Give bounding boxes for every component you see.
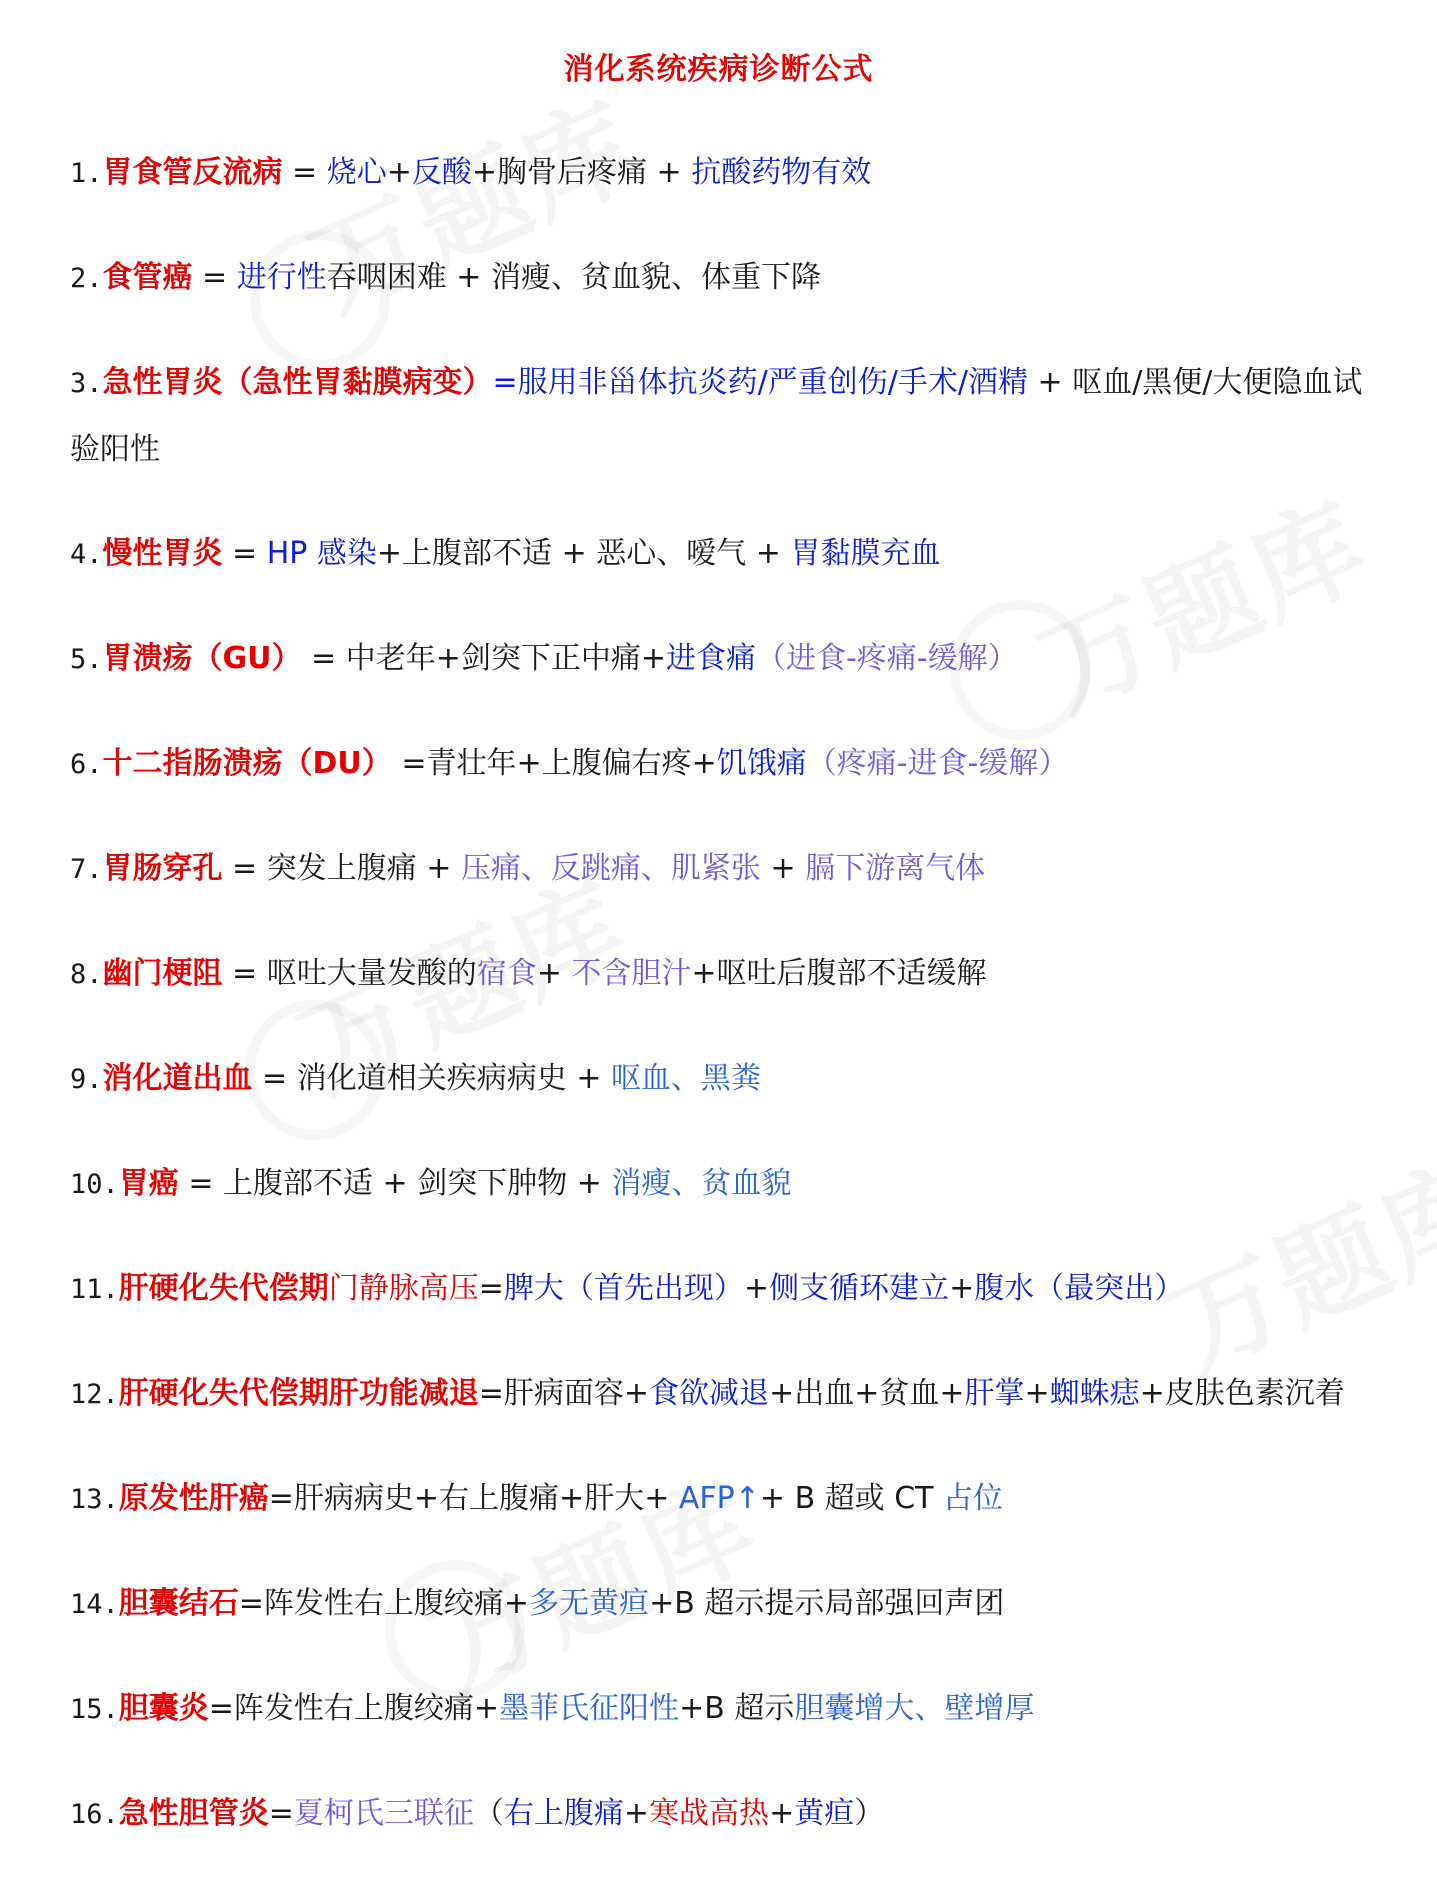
item-number: 13.: [70, 1484, 119, 1515]
item-number: 16.: [70, 1799, 119, 1830]
item-number: 14.: [70, 1589, 119, 1620]
formula-item: [70, 941, 1390, 1008]
formula-segment: （: [473, 1796, 504, 1831]
disease-name: 胃溃疡（GU）: [102, 641, 302, 676]
formula-segment: =肝病面容+: [478, 1376, 650, 1411]
formula-segment: 脾大（首先出现）: [503, 1271, 744, 1306]
formula-segment: + B 超或 CT: [759, 1481, 944, 1516]
item-number: 7.: [70, 854, 103, 885]
item-number: 4.: [70, 539, 103, 570]
formula-segment: =阵发性右上腹绞痛+: [238, 1586, 530, 1621]
disease-name: 胃食管反流病: [102, 155, 283, 190]
disease-name: 十二指肠溃疡（DU）: [102, 746, 392, 781]
formula-segment: 夏柯氏三联征: [293, 1796, 474, 1831]
item-number: 5.: [70, 644, 103, 675]
formula-segment: 宿食: [476, 956, 537, 991]
formula-segment: + 呕血/黑便/大便隐血试验阳性: [70, 365, 1363, 467]
disease-name: 原发性肝癌: [118, 1481, 269, 1516]
formula-segment: =服用非甾体抗炎药/严重创伤/手术/酒精: [492, 365, 1028, 400]
formula-segment: ）: [854, 1796, 885, 1831]
formula-item: [70, 1466, 1390, 1533]
formula-item: [70, 1781, 1390, 1848]
item-number: 15.: [70, 1694, 119, 1725]
formula-item: [70, 350, 1390, 483]
formula-segment: 饥饿痛: [716, 746, 807, 781]
formula-list: [70, 140, 1390, 1886]
formula-segment: +胸骨后疼痛 +: [471, 155, 692, 190]
disease-name: 肝硬化失代偿期肝功能减退: [118, 1376, 479, 1411]
disease-name: 胆囊结石: [118, 1586, 239, 1621]
formula-segment: = 中老年+剑突下正中痛+: [301, 641, 666, 676]
formula-item: [70, 1151, 1390, 1218]
formula-segment: =: [282, 155, 327, 190]
formula-segment: +上腹部不适 + 恶心、嗳气 +: [376, 536, 791, 571]
disease-name: 胃癌: [118, 1166, 179, 1201]
formula-segment: 呕血、黑粪: [610, 1061, 761, 1096]
formula-segment: +: [949, 1271, 975, 1306]
formula-segment: = 呕吐大量发酸的: [222, 956, 477, 991]
formula-item: [70, 1571, 1390, 1638]
formula-segment: HP 感染: [266, 536, 377, 571]
formula-segment: 侧支循环建立: [769, 1271, 950, 1306]
disease-name: 幽门梗阻: [102, 956, 223, 991]
item-number: 2.: [70, 263, 103, 294]
formula-segment: +: [1024, 1376, 1050, 1411]
formula-segment: 胆囊增大、壁增厚: [794, 1691, 1035, 1726]
formula-item: [70, 1676, 1390, 1743]
formula-segment: = 上腹部不适 + 剑突下肿物 +: [178, 1166, 612, 1201]
formula-segment: 进食痛: [665, 641, 756, 676]
formula-segment: =: [222, 536, 267, 571]
formula-segment: +呕吐后腹部不适缓解: [691, 956, 987, 991]
formula-segment: 寒战高热: [649, 1796, 770, 1831]
formula-item: [70, 626, 1390, 693]
formula-segment: 不含胆汁: [571, 956, 692, 991]
formula-segment: =肝病病史+右上腹痛+肝大+: [268, 1481, 679, 1516]
formula-segment: +: [536, 956, 572, 991]
formula-segment: 压痛、反跳痛、肌紧张: [460, 851, 761, 886]
formula-segment: 蜘蛛痣: [1049, 1376, 1140, 1411]
item-number: 6.: [70, 749, 103, 780]
disease-name: 食管癌: [102, 260, 193, 295]
formula-item: [70, 521, 1390, 588]
formula-segment: AFP↑: [678, 1481, 760, 1516]
formula-segment: 进行性: [236, 260, 327, 295]
formula-segment: +B 超示: [679, 1691, 795, 1726]
item-number: 8.: [70, 959, 103, 990]
formula-segment: 多无黄疸: [529, 1586, 650, 1621]
formula-segment: +皮肤色素沉着: [1139, 1376, 1345, 1411]
formula-segment: 腹水（最突出）: [974, 1271, 1185, 1306]
formula-segment: 占位: [943, 1481, 1004, 1516]
formula-segment: +: [769, 1796, 795, 1831]
disease-name: 慢性胃炎: [102, 536, 223, 571]
formula-segment: +: [386, 155, 412, 190]
formula-segment: +出血+贫血+: [769, 1376, 965, 1411]
page-title: 消化系统疾病诊断公式: [563, 52, 874, 87]
formula-segment: 胃黏膜充血: [790, 536, 941, 571]
item-number: 9.: [70, 1064, 103, 1095]
formula-segment: 烧心: [326, 155, 387, 190]
formula-item: [70, 1361, 1390, 1428]
item-number: 12.: [70, 1379, 119, 1410]
formula-segment: 墨菲氏征阳性: [499, 1691, 680, 1726]
formula-segment: =青壮年+上腹偏右疼+: [391, 746, 717, 781]
formula-segment: 膈下游离气体: [805, 851, 986, 886]
formula-item: [70, 140, 1390, 207]
formula-segment: 消瘦、贫血貌: [611, 1166, 792, 1201]
formula-item: [70, 245, 1390, 312]
formula-segment: +: [743, 1271, 770, 1306]
formula-item: [70, 731, 1390, 798]
item-number: 3.: [70, 368, 103, 399]
item-number: 1.: [70, 158, 103, 189]
formula-segment: = 消化道相关疾病病史 +: [252, 1061, 611, 1096]
item-number: 11.: [70, 1274, 119, 1305]
formula-segment: 肝掌: [964, 1376, 1025, 1411]
formula-segment: =: [478, 1271, 504, 1306]
disease-name: 急性胆管炎: [118, 1796, 269, 1831]
disease-name: 消化道出血: [102, 1061, 253, 1096]
formula-segment: +: [623, 1796, 650, 1831]
formula-segment: =阵发性右上腹绞痛+: [208, 1691, 500, 1726]
formula-item: [70, 1256, 1390, 1323]
disease-name: 胃肠穿孔: [102, 851, 223, 886]
formula-segment: （进食-疼痛-缓解）: [755, 641, 1018, 676]
formula-segment: （疼痛-进食-缓解）: [806, 746, 1069, 781]
formula-segment: =: [192, 260, 237, 295]
formula-segment: 门静脉高压: [328, 1271, 479, 1306]
formula-item: [70, 836, 1390, 903]
formula-segment: = 突发上腹痛 +: [222, 851, 461, 886]
formula-segment: =: [268, 1796, 294, 1831]
formula-item: [70, 1046, 1390, 1113]
formula-segment: 食欲减退: [649, 1376, 770, 1411]
disease-name: 胆囊炎: [118, 1691, 209, 1726]
formula-segment: +B 超示提示局部强回声团: [649, 1586, 1005, 1621]
formula-segment: 抗酸药物有效: [691, 155, 872, 190]
formula-segment: 右上腹痛: [503, 1796, 624, 1831]
formula-segment: 黄疸: [794, 1796, 855, 1831]
formula-segment: 吞咽困难 + 消瘦、贫血貌、体重下降: [326, 260, 821, 295]
formula-segment: 反酸: [411, 155, 472, 190]
item-number: 10.: [70, 1169, 119, 1200]
disease-name: 急性胃炎（急性胃黏膜病变）: [102, 365, 493, 400]
formula-segment: +: [760, 851, 806, 886]
disease-name: 肝硬化失代偿期: [118, 1271, 329, 1306]
